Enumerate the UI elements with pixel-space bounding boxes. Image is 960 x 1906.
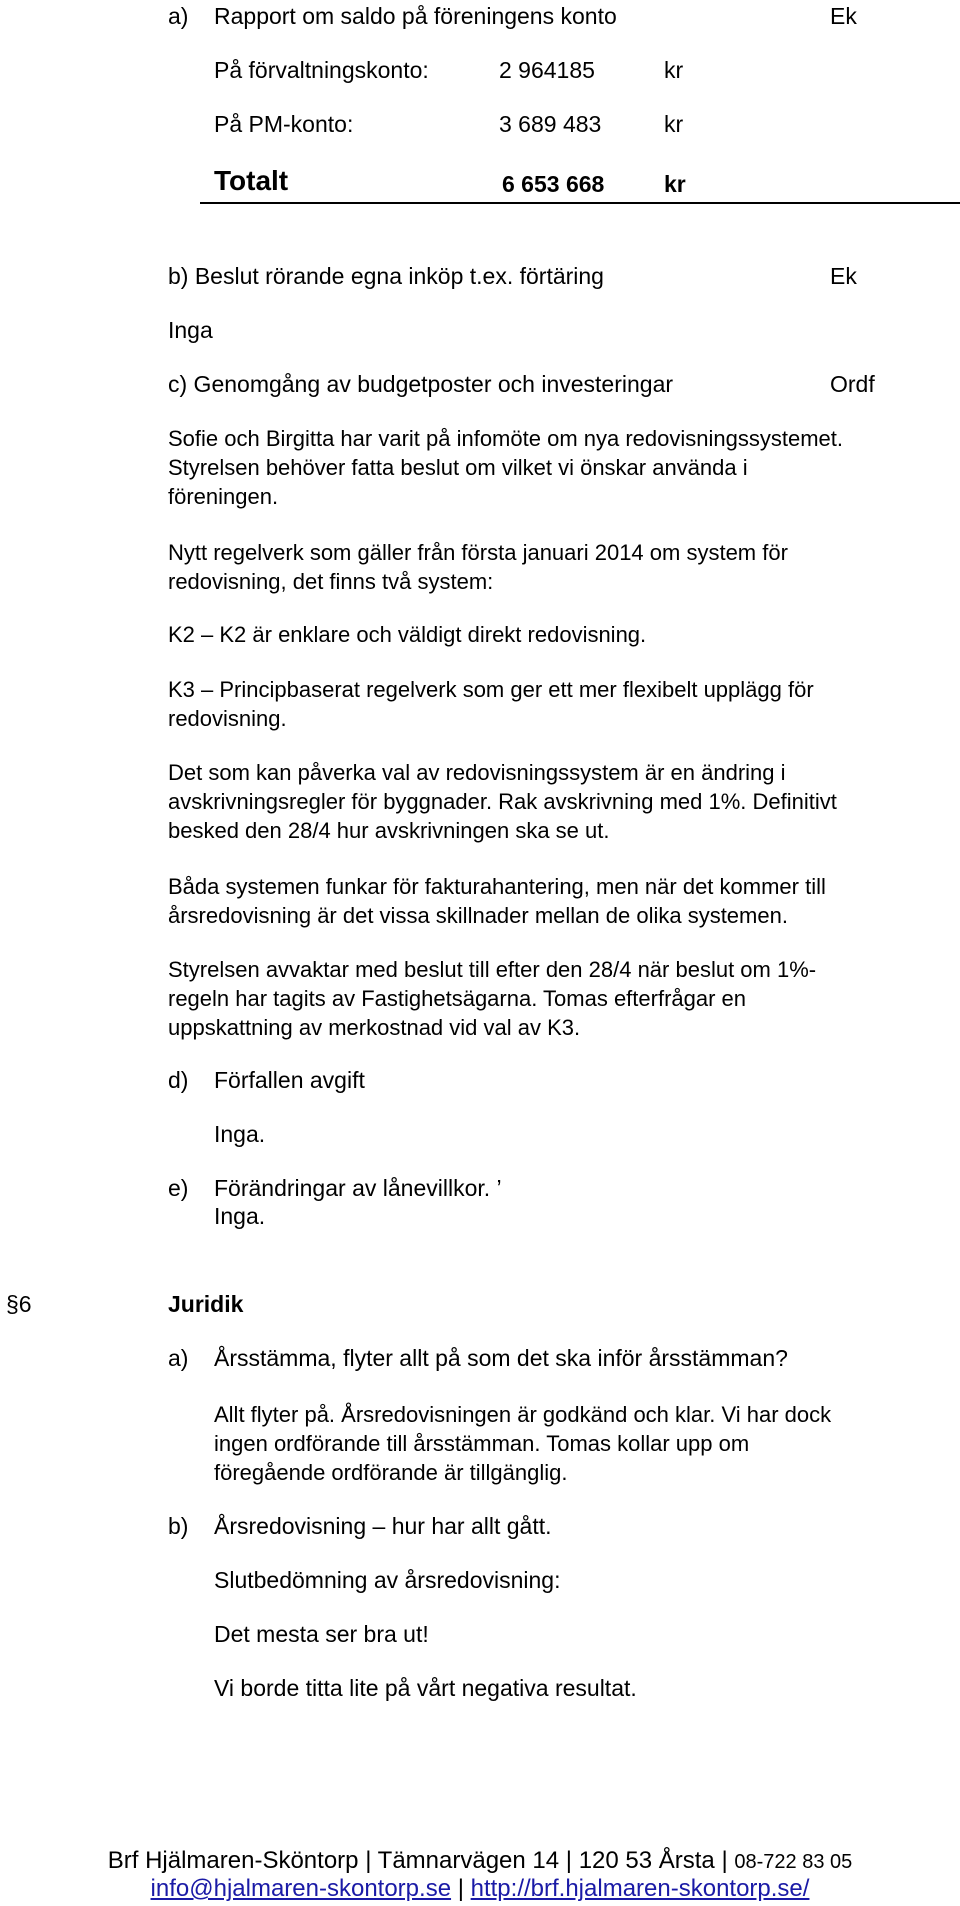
section-e-note: Inga. (214, 1203, 266, 1229)
section-6b-line: Det mesta ser bra ut! (214, 1621, 429, 1647)
section-a-title: Rapport om saldo på föreningens konto (214, 3, 617, 29)
paragraph: K3 – Principbaserat regelverk som ger ett mer flexibelt upplägg för redovisning. (168, 677, 814, 731)
section-b-owner: Ek (830, 263, 857, 289)
section-c-title: c) Genomgång av budgetposter och investeringar (168, 371, 674, 397)
footer-links (0, 1874, 960, 1904)
section-a-owner: Ek (830, 3, 857, 29)
section-6b-title: Årsredovisning – hur har allt gått. (214, 1513, 552, 1539)
section-b-note: Inga (168, 317, 213, 343)
paragraph: Sofie och Birgitta har varit på infomöte om nya redovisningssystemet. Styrelsen behöver fatta beslut om vilket vi önskar använda i föreningen. (168, 426, 843, 509)
account-unit: kr (664, 111, 684, 137)
total-amount: 6 653 668 (502, 171, 605, 197)
paragraph: Nytt regelverk som gäller från första januari 2014 om system för redovisning, det finns två system: (168, 540, 788, 594)
section-d-title: Förfallen avgift (214, 1067, 365, 1093)
paragraph: K2 – K2 är enklare och väldigt direkt redovisning. (168, 622, 647, 647)
total-label: Totalt (214, 165, 289, 196)
account-label: På PM-konto: (214, 111, 354, 137)
section-6b-line: Slutbedömning av årsredovisning: (214, 1567, 561, 1593)
footer-email-link[interactable]: info@hjalmaren-skontorp.se (150, 1875, 452, 1902)
section-6a-title: Årsstämma, flyter allt på som det ska inför årsstämman? (214, 1345, 788, 1371)
section-6-title: Juridik (168, 1291, 244, 1317)
item-marker-a: a) (168, 3, 189, 29)
section-c-owner: Ordf (830, 371, 875, 397)
item-marker-6a: a) (168, 1345, 189, 1371)
paragraph: Allt flyter på. Årsredovisningen är godkänd och klar. Vi har dock ingen ordförande till årsstämman. Tomas kollar upp om föregående ordförande är tillgänglig. (214, 1402, 832, 1485)
item-marker-6b: b) (168, 1513, 189, 1539)
footer-separator: | (365, 1847, 372, 1874)
section-d-note: Inga. (214, 1121, 266, 1147)
section-b-title: b) Beslut rörande egna inköp t.ex. förtäring (168, 263, 604, 289)
footer-org: Brf Hjälmaren-Sköntorp (107, 1847, 359, 1874)
account-unit: kr (664, 57, 684, 83)
paragraph: Styrelsen avvaktar med beslut till efter den 28/4 när beslut om 1%- regeln har tagits av Fastighetsägarna. Tomas efterfrågar en uppskattning av merkostnad vid val av K3. (168, 957, 817, 1040)
account-amount: 2 964185 (499, 57, 595, 83)
section-e-title: Förändringar av lånevillkor. ’ (214, 1175, 502, 1201)
paragraph: Båda systemen funkar för fakturahantering, men när det kommer till årsredovisning är det vissa skillnader mellan de olika systemen. (168, 874, 826, 928)
footer-website-link[interactable]: http://brf.hjalmaren-skontorp.se/ (470, 1875, 810, 1902)
footer-street: Tämnarvägen 14 (377, 1847, 560, 1874)
footer-phone: 08-722 83 05 (734, 1851, 853, 1873)
footer-address (0, 1846, 960, 1877)
item-marker-d: d) (168, 1067, 189, 1093)
footer-separator: | (457, 1875, 464, 1902)
total-underline (200, 202, 960, 204)
footer-postal: 120 53 Årsta (578, 1847, 715, 1874)
section-number: §6 (6, 1291, 32, 1317)
paragraph: Det som kan påverka val av redovisningssystem är en ändring i avskrivningsregler för byggnader. Rak avskrivning med 1%. Definitivt besked den 28/4 hur avskrivningen ska se ut. (168, 760, 837, 843)
account-label: På förvaltningskonto: (214, 57, 429, 83)
total-unit: kr (664, 171, 686, 197)
account-amount: 3 689 483 (499, 111, 602, 137)
section-6b-line: Vi borde titta lite på vårt negativa resultat. (214, 1675, 637, 1701)
footer-separator: | (565, 1847, 573, 1874)
footer-separator: | (721, 1847, 728, 1874)
item-marker-e: e) (168, 1175, 189, 1201)
